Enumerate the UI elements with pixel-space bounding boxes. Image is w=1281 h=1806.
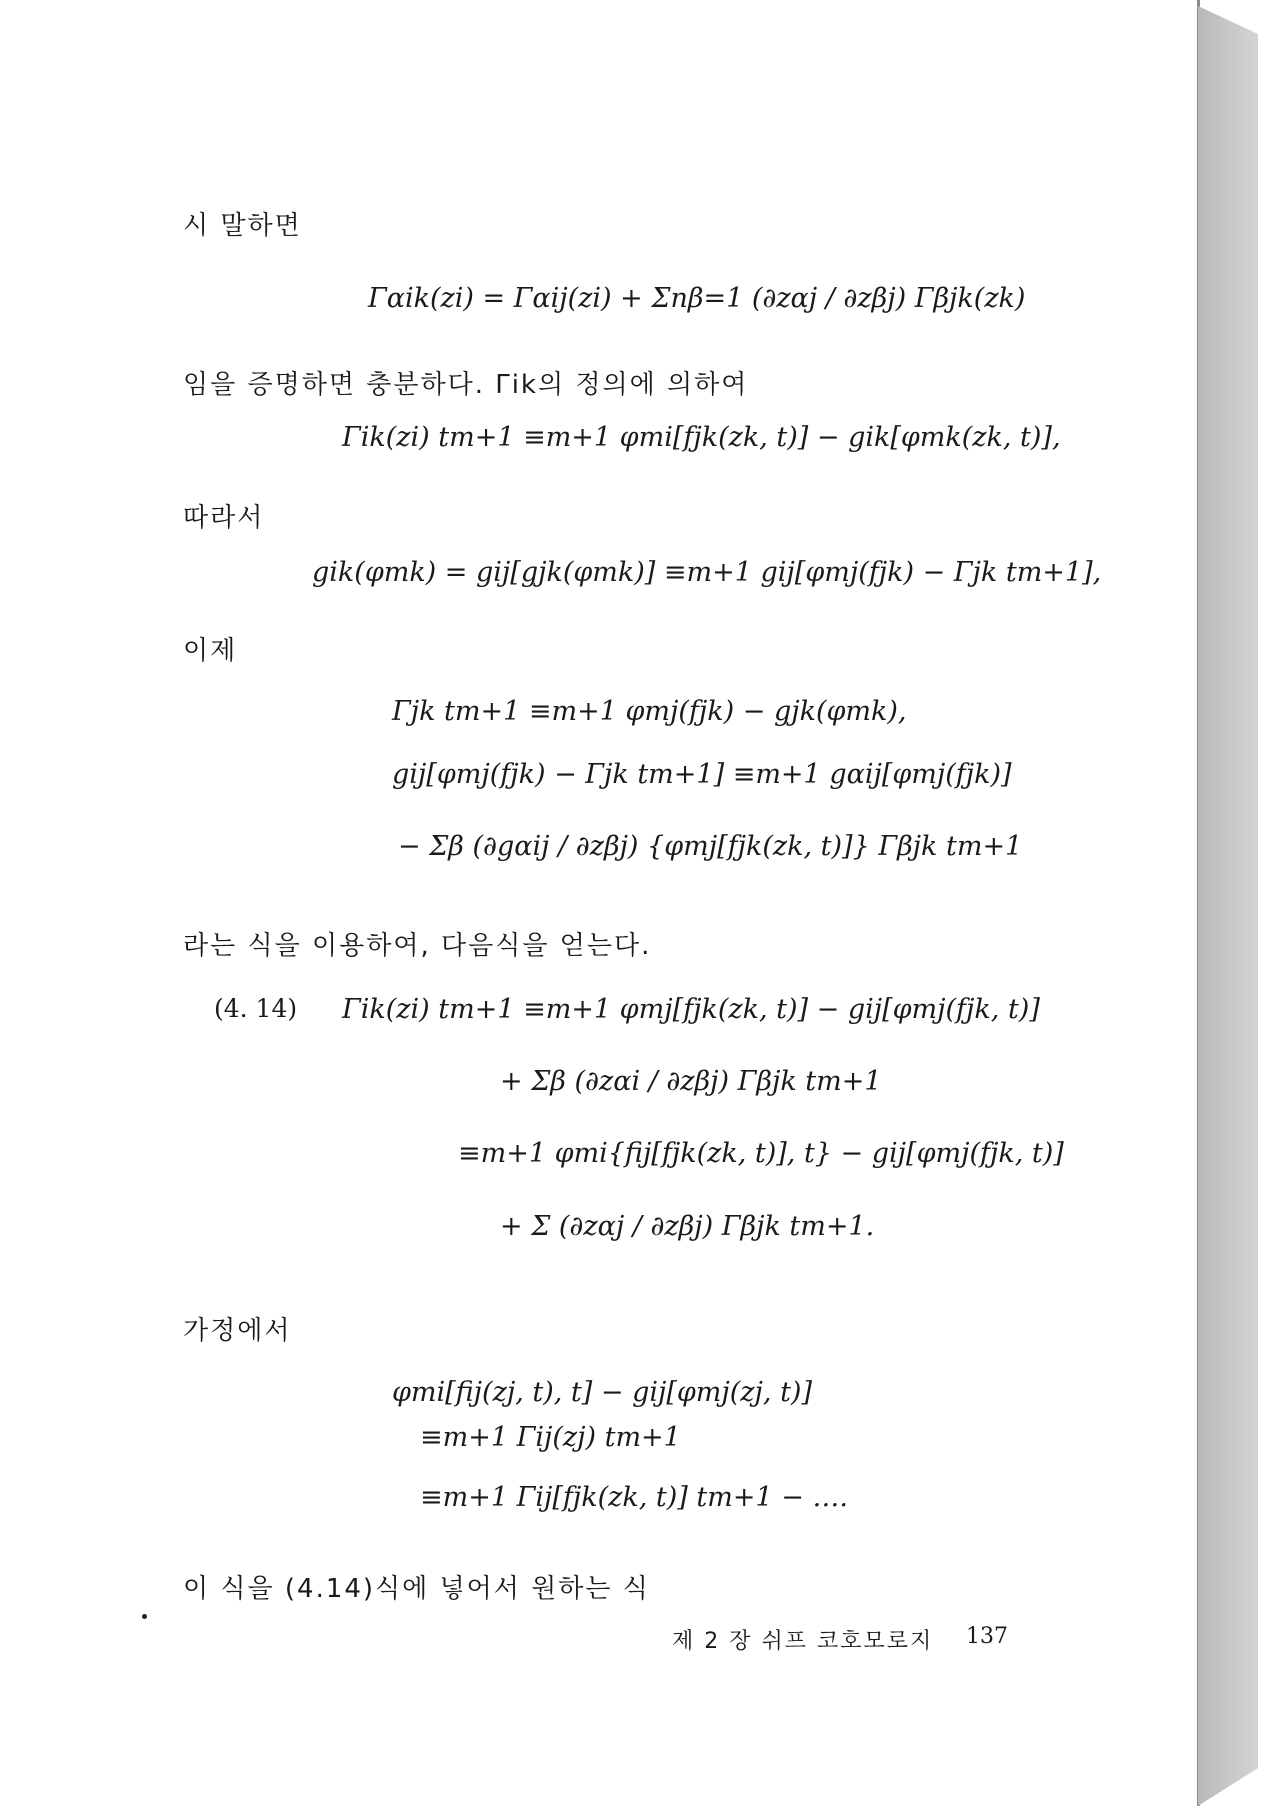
footer-chapter: 제 2 장 쉬프 코호모로지	[672, 1629, 934, 1654]
equation-10: + Σ (∂zαj / ∂zβj) Γβjk tm+1.	[500, 1211, 875, 1242]
paragraph-4: 이제	[183, 636, 238, 666]
paragraph-3: 따라서	[183, 503, 265, 533]
equation-8: + Σβ (∂zαi / ∂zβj) Γβjk tm+1	[500, 1066, 882, 1097]
equation-13: ≡m+1 Γij[fjk(zk, t)] tm+1 − ….	[420, 1482, 849, 1513]
equation-7: Γik(zi) tm+1 ≡m+1 φmj[fjk(zk, t)] − gij[φmj(fjk, t)]	[342, 994, 1040, 1025]
equation-12: ≡m+1 Γij(zj) tm+1	[420, 1422, 681, 1453]
paragraph-7: 이 식을 (4.14)식에 넣어서 원하는 식	[183, 1574, 650, 1604]
speck-mark	[142, 1614, 147, 1619]
equation-9: ≡m+1 φmi{fij[fjk(zk, t)], t} − gij[φmj(fjk, t)]	[458, 1138, 1064, 1169]
equation-3: gik(φmk) = gij[gjk(φmk)] ≡m+1 gij[φmj(fjk) − Γjk tm+1],	[312, 557, 1102, 588]
paragraph-1: 시 말하면	[183, 211, 302, 241]
paragraph-5: 라는 식을 이용하여, 다음식을 얻는다.	[183, 931, 652, 961]
equation-5: gij[φmj(fjk) − Γjk tm+1] ≡m+1 gαij[φmj(fjk)]	[392, 759, 1012, 790]
page-number: 137	[966, 1624, 1008, 1649]
equation-2: Γik(zi) tm+1 ≡m+1 φmi[fjk(zk, t)] − gik[φmk(zk, t)],	[342, 422, 1061, 453]
equation-4: Γjk tm+1 ≡m+1 φmj(fjk) − gjk(φmk),	[392, 696, 907, 727]
equation-11: φmi[fij(zj, t), t] − gij[φmj(zj, t)]	[392, 1377, 812, 1408]
equation-6: − Σβ (∂gαij / ∂zβj) {φmj[fjk(zk, t)]} Γβjk tm+1	[398, 831, 1023, 862]
paragraph-2: 임을 증명하면 충분하다. Γik의 정의에 의하여	[183, 370, 749, 400]
paragraph-6: 가정에서	[183, 1316, 292, 1346]
equation-label: (4. 14)	[214, 994, 298, 1023]
page-side-shadow	[1198, 6, 1258, 1806]
equation-1: Γαik(zi) = Γαij(zi) + Σnβ=1 (∂zαj / ∂zβj) Γβjk(zk)	[368, 283, 1026, 314]
